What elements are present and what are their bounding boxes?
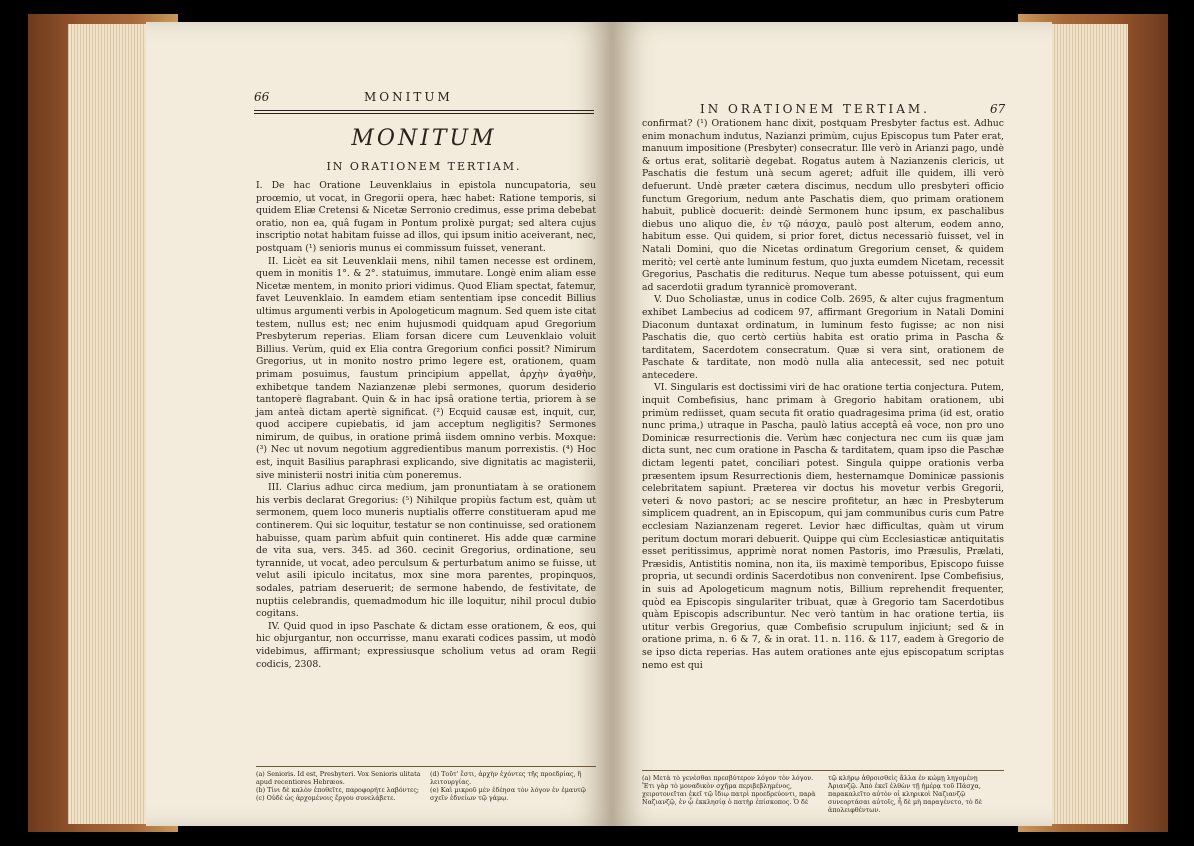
paragraph: IV. Quid quod in ipso Paschate & dictam esse orationem, & eos, qui hic objurgantur, non occurrisse, manu exarati codices passim, ut modò videbimus, affirmant; expressiusque scholium vetus ad oram Regii codicis, 2308.: [256, 620, 596, 670]
footnote: (c) Οὐδὲ ὡς ἀρχομένοις ἔργου συνελάβετε.: [256, 794, 396, 802]
header-rule: [254, 110, 594, 114]
paragraph: confirmat? (¹) Orationem hanc dixit, postquam Presbyter factus est. Adhuc enim monachum indutus, Nazianzi primùm, cujus Episcopus tum Pater erat, manuum impositione (Presbyter) consecratur. Ille verò in Arianzi pago, undè & ortus erat, solitariè degebat. Rogatus autem à Nazianzenis clericis, ut Paschatis die festum unà secum ageret; adfuit ille quidem, illi verò defuerunt. Undè præter cætera discimus, necdum ullo presbyteri officio functum Gregorium, nedum ante Paschatis diem, quo primam orationem habuit, publicè docuerit: deindè Sermonem hunc ipsum, ex paschalibus diebus uno aliquo die, ἐν τῷ πάσχα, paulò post alterum, eodem anno, habitum esse. Qui quidem, si prior foret, dictus necessariò fuisset, vel in Natali Domini, quo die Nicetas ordinatum Gregorium censet, & quidem meritò; vel certè ante luminum festum, quo juxta eumdem Nicetam, recessit Gregorius, Paschatis die rediturus. Neque tum abesse potuissent, qui eum ad sacerdotii gradum tyrannicè promoverant.: [642, 118, 1004, 293]
footnotes: [256, 770, 596, 820]
paragraph: III. Clarius adhuc circa medium, jam pronuntiatam à se orationem his verbis declarat Gregorius: (⁵) Nihilque propiùs factum est, quàm ut sermonem, quem loco muneris nuptialis offerre constitueram apud me continerem. Qui sic loquitur, testatur se non continuisse, sed orationem habuisse, quam parùm abfuit quin contineret. His adde quæ carmine de vita sua, vers. 345. ad 360. cecinit Gregorius, ordinatione, seu tyrannide, ut vocat, adeo perculsum & perturbatum animo se fuisse, ut velut asili ipiculo incitatus, mox sine mora parentes, propinquos, sodales, patriam deseruerit; de sermone habendo, de festivitate, de nuptiis celebrandis, quemadmodum hic ille loquitur, nihil procul dubio cogitans.: [256, 482, 596, 620]
footnote: (b) Τίνι δὲ καλὸν ἐποθεῖτε, παροφορήτε λαβόντες;: [256, 786, 420, 794]
page-subtitle: IN ORATIONEM TERTIAM.: [326, 160, 522, 173]
page-number: 67: [990, 102, 1006, 116]
footnote: τῷ κλήρῳ ἀθροισθεὶς ἄλλα ἐν κώμῃ ληγομένῃ Ἀριανζῷ. Ἀπὸ ἐκεῖ ἐλθὼν τῇ ἡμέρᾳ τοῦ Πάσχα, παρακαλεῖτο αὐτὸν οἱ κληρικοὶ Ναζιανζῷ συνεορτάσαι αὐτοῖς, ἦ δὲ μὴ παραγένετο, τὸ δὲ ἀπολειφθέντων.: [828, 774, 983, 814]
left-page: [146, 22, 612, 826]
page-number: 66: [254, 90, 270, 104]
paragraph: II. Licèt ea sit Leuvenklaii mens, nihil tamen necesse est ordinem, quem in monitis 1°. & 2°. statuimus, immutare. Longè enim aliam esse Nicetæ mentem, in monito priori vidimus. Quod Eliam spectat, fatemur, favet Leuvenklaio. In eamdem etiam sententiam ipse concedit Billius ultimus argumenti verbis in Apologeticum magnum. Sed quem iste citat testem, nullus est; nec enim hujusmodi quidquam apud Gregorium Presbyterum reperias. Eliam forsan dicere cum Leuvenklaio voluit Billius. Verùm, quid ex Elia contra Gregorium confici possit? Nimirum Gregorius, ut in monito nostro primo legere est, orationem, quam primam posuimus, faustum principium appellat, ἀρχὴν ἀγαθὴν, exhibetque tandem Nazianzenæ plebi sermones, quorum desiderio tantoperè flagrabant. Quin & in hac ipsâ oratione tertia, priorem à se jam anteà dictam apertè significat. (²) Ecquid causæ est, inquit, cur, quod accipere cupiebatis, id jam acceptum negligitis? Sermones nimirum, de quibus, in oratione primâ iisdem omnino verbis. Moxque: (³) Nec ut novum negotium aggredientibus manum porrexistis. (⁴) Hoc est, inquit Basilius paraphrasi explicando, sive dignitatis ac magisterii, sive ministerii nostri initia cùm poneremus.: [256, 255, 596, 481]
running-head: IN ORATIONEM TERTIAM.: [700, 102, 930, 116]
footnotes: [642, 774, 1004, 822]
paragraph: V. Duo Scholiastæ, unus in codice Colb. 2695, & alter cujus fragmentum exhibet Lambecius ad codicem 97, affirmant Gregorium in Natali Domini Diaconum duntaxat ordinatum, in luminum festo fugisse; ac non nisi Paschatis die, quo certò certiùs habita est oratio prima in Pascha & tarditatem, Sacerdotem consecratum. Quæ si vera sint, orationem de Paschate & tarditate, non modò nulla alia antecessit, sed nec potuit antecedere.: [642, 294, 1004, 381]
body-text: [642, 118, 1004, 672]
footnote: (a) Μετὰ τὸ γενέσθαι πρεσβύτερον λόγον τὸν λόγον. Ἔτι γὰρ τὸ μοναδικὸν σχῆμα περιβεβλημένος, χειροτονεῖται ἐκεῖ τῷ ἴδιῳ πατρὶ προεδρεύοντι, παρὰ Ναζιανζῷ, ἐν ᾧ ἐκκλησίᾳ ὁ πατὴρ ἐπίσκοπος. Ὁ δὲ: [642, 774, 816, 806]
running-head: MONITUM: [364, 90, 453, 104]
footnote: (a) Senioris. Id est, Presbyteri. Vox Senioris ulitata apud recentiores Hebræos.: [256, 770, 421, 786]
page-title: MONITUM: [351, 126, 497, 151]
footnote-rule: [256, 766, 596, 767]
paragraph: I. De hac Oratione Leuvenklaius in epistola nuncupatoria, seu proœmio, ut vocat, in Gregorii opera, hæc habet: Ratione temporis, si quidem Eliæ Cretensi & Nicetæ Serronio credimus, esse prima debebat oratio, non ea, quâ fugam in Pontum prolixè purgat; sed altera cujus inscriptio notat habitam fuisse ad illos, qui ipsum initio aceiverant, nec, postquam (¹) senioris munus ei commissum fuisset, venerant.: [256, 180, 596, 254]
footnote: (e) Καὶ μικροῦ μὲν ἐδέησα τὸν λόγον ἐν ἐμαυτῷ σχεῖν ἐδνείων τῷ γάμῳ.: [430, 786, 586, 802]
paragraph: VI. Singularis est doctissimi viri de hac oratione tertia conjectura. Putem, inquit Combefisius, hanc primam à Gregorio habitam orationem, ubi primùm rediisset, quam secuta fit oratio quadragesima prima (id est, oratio nunc prima,) utraque in Pascha, paulò latius acceptâ eâ voce, non pro uno Dominicæ resurrectionis die. Verùm hæc conjectura nec cum iis quæ jam dicta sunt, nec cum oratione in Pascha & tarditatem, quam ipso die Paschæ dictam legenti patet, conciliari potest. Singula quippe orationis verba præsentem ipsum Resurrectionis diem, hesternamque Dominicæ passionis celebritatem sapiunt. Præterea vir doctus his movetur verbis Gregorii, veteri & novo pastori; ac se nescire profitetur, an hæc in Presbyterum simplicem quadrent, an in Episcopum, qui jam communibus curis cum Patre ecclesiam Nazianzenam regeret. Levior hæc difficultas, quàm ut virum peritum doctum morari debuerit. Quippe qui cùm Ecclesiasticæ antiquitatis esset peritissimus, apprimè norat nomen Pastoris, imo Præsulis, Prælati, Præsidis, Antistitis nomina, non ita, iis maximè temporibus, Episcopo fuisse propria, ut secundi ordinis Sacerdotibus non convenirent. Ipse Combefisius, in suis ad Apologeticum magnum notis, Billium reprehendit frequenter, quòd ea Episcopis singulariter tribuat, quæ à Gregorio tam Sacerdotibus quàm Episcopis adscribuntur. Nec verò tantùm in hac oratione tertia, iis utitur verbis Gregorius, quæ Combefisio scrupulum injiciunt; sed & in oratione prima, n. 6 & 7, & in orat. 11. n. 116. & 117, eadem à Gregorio de se ipso dicta reperias. Has autem orationes ante ejus episcopatum scriptas nemo est qui: [642, 382, 1004, 671]
footnote-rule: [642, 770, 1004, 771]
footnote: (d) Τοῦτ' ἔστι, ἀρχὴν ἐχόντες τῆς προεδρίας, ἢ λειτουργίας.: [430, 770, 582, 786]
open-book: [28, 14, 1168, 832]
right-page: [612, 22, 1052, 826]
body-text: [256, 180, 596, 671]
